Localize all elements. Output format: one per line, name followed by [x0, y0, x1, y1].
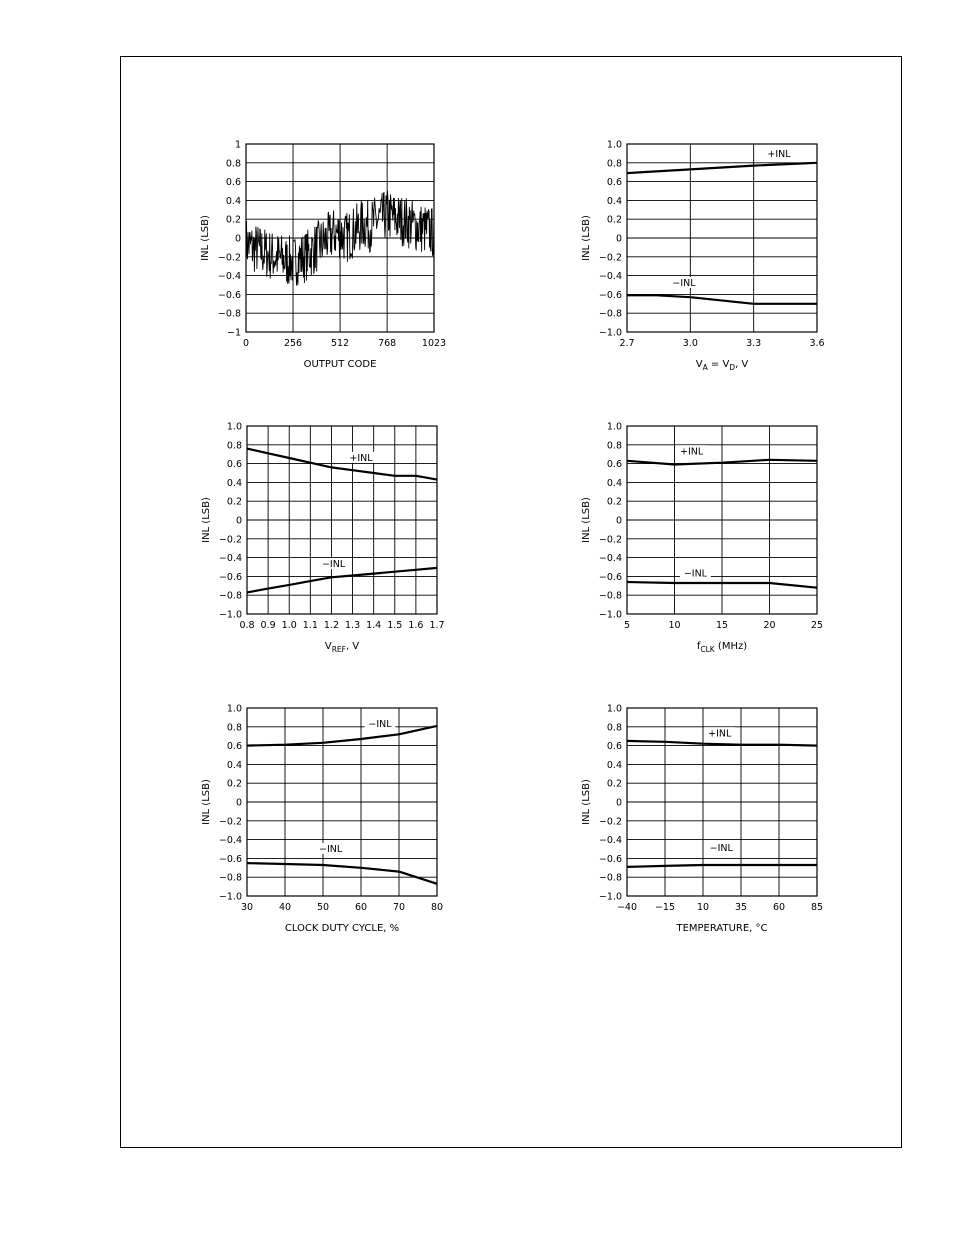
x-tick-label: 512 — [331, 338, 350, 349]
y-tick-label: 1.0 — [606, 421, 622, 433]
x-tick-label: 50 — [316, 902, 330, 913]
x-axis-label: TEMPERATURE, °C — [676, 923, 768, 934]
chart-inl-vs-temperature — [580, 700, 840, 945]
y-tick-label: 0.4 — [226, 759, 242, 771]
series-line — [627, 163, 817, 173]
y-tick-label: 0 — [615, 515, 622, 527]
y-tick-label: −0.6 — [598, 571, 622, 583]
y-tick-label: −1 — [226, 327, 241, 339]
x-tick-label: 768 — [378, 338, 397, 349]
y-tick-label: 0.2 — [226, 496, 242, 508]
y-tick-label: −0.2 — [598, 816, 622, 828]
x-tick-label: 0.9 — [260, 620, 276, 631]
x-axis-label: CLOCK DUTY CYCLE, % — [284, 923, 400, 934]
x-tick-label: 10 — [668, 620, 681, 631]
series-line — [627, 295, 817, 304]
series-line — [247, 863, 437, 884]
series-annotation: +INL — [767, 149, 791, 161]
x-tick-label: 1.4 — [366, 620, 382, 631]
y-tick-label: −0.4 — [218, 553, 242, 565]
y-tick-label: 0 — [615, 233, 622, 245]
y-tick-label: −0.2 — [217, 252, 241, 264]
series-annotation: +INL — [708, 728, 732, 740]
y-tick-label: 0.2 — [606, 778, 622, 790]
y-tick-label: 0 — [235, 797, 242, 809]
series-annotation: −INL — [321, 559, 346, 571]
y-tick-label: 1.0 — [606, 703, 622, 715]
y-tick-label: 0.4 — [606, 195, 622, 207]
y-tick-label: 0.2 — [226, 778, 242, 790]
y-tick-label: 0.6 — [606, 459, 622, 471]
y-tick-label: 0.2 — [225, 214, 241, 226]
y-tick-label: 0.6 — [225, 177, 241, 189]
series-line — [247, 449, 437, 480]
y-tick-label: −0.2 — [218, 534, 242, 546]
y-tick-label: 0.4 — [606, 477, 622, 489]
x-tick-label: 1023 — [421, 338, 447, 349]
y-tick-label: −0.2 — [598, 252, 622, 264]
chart-inl-vs-fclk — [580, 418, 840, 663]
series-annotation: −INL — [319, 843, 343, 855]
x-tick-label: 80 — [430, 902, 444, 913]
y-axis-label: INL (LSB) — [581, 215, 592, 261]
y-tick-label: 0.8 — [606, 440, 622, 452]
y-tick-label: −1.0 — [218, 891, 242, 903]
series-annotation: +INL — [680, 446, 704, 458]
y-tick-label: −0.6 — [218, 571, 242, 583]
y-tick-label: 0.2 — [606, 496, 622, 508]
y-axis-label: INL (LSB) — [201, 497, 212, 543]
x-tick-label: 3.0 — [682, 338, 698, 349]
y-tick-label: −1.0 — [598, 327, 622, 339]
series-annotation: −INL — [672, 278, 696, 289]
y-tick-label: 0.8 — [606, 158, 622, 170]
y-tick-label: 0.2 — [606, 214, 622, 226]
y-tick-label: −0.4 — [598, 271, 622, 283]
x-tick-label: 256 — [283, 338, 303, 349]
x-tick-label: 1.7 — [429, 620, 445, 631]
y-tick-label: 0.4 — [226, 477, 242, 489]
y-axis-label: INL (LSB) — [581, 779, 592, 825]
x-tick-label: 3.3 — [746, 338, 762, 349]
y-tick-label: −0.4 — [217, 271, 241, 283]
y-tick-label: −0.2 — [218, 816, 242, 828]
x-axis-label: $f_{CLK}$ (MHz) — [696, 641, 748, 654]
y-tick-label: −0.8 — [598, 872, 622, 884]
chart-inl-vs-supply-voltage — [580, 136, 840, 381]
chart-inl-vs-duty-cycle — [200, 700, 460, 945]
y-tick-label: 0.6 — [226, 741, 242, 753]
series-line — [627, 741, 817, 746]
x-tick-label: 1.3 — [345, 620, 361, 631]
y-tick-label: −0.8 — [217, 308, 241, 320]
x-axis-label: $V_A = V_D$, V — [695, 359, 749, 372]
x-tick-label: 20 — [763, 620, 776, 631]
y-tick-label: 0.6 — [226, 459, 242, 471]
x-tick-label: 30 — [240, 902, 254, 913]
y-tick-label: 0 — [234, 233, 241, 245]
y-axis-label: INL (LSB) — [581, 497, 592, 543]
y-tick-label: 0 — [235, 515, 242, 527]
x-tick-label: 1.0 — [281, 620, 297, 631]
y-tick-label: 0.8 — [606, 722, 622, 734]
y-tick-label: −1.0 — [598, 609, 622, 621]
y-axis-label: INL (LSB) — [200, 215, 211, 261]
y-tick-label: −0.6 — [598, 289, 622, 301]
y-tick-label: −0.6 — [217, 289, 241, 301]
x-tick-label: 25 — [810, 620, 824, 631]
y-tick-label: −0.6 — [218, 853, 242, 865]
y-tick-label: −1.0 — [598, 891, 622, 903]
x-tick-label: 60 — [354, 902, 368, 913]
x-tick-label: 85 — [810, 902, 824, 913]
y-tick-label: −0.8 — [598, 308, 622, 320]
series-line — [247, 568, 437, 593]
x-tick-label: 35 — [734, 902, 748, 913]
y-tick-label: 1.0 — [606, 139, 622, 151]
y-tick-label: −0.8 — [218, 872, 242, 884]
y-tick-label: 0.4 — [606, 759, 622, 771]
y-axis-label: INL (LSB) — [201, 779, 212, 825]
chart-inl-vs-output-code — [200, 136, 460, 381]
x-tick-label: 40 — [278, 902, 292, 913]
x-axis-label: OUTPUT CODE — [303, 359, 377, 370]
y-tick-label: 0.8 — [226, 440, 242, 452]
grid — [247, 708, 437, 896]
x-tick-label: −40 — [616, 902, 638, 913]
x-tick-label: 0.8 — [239, 620, 255, 631]
x-axis-label: $V_{REF}$, V — [324, 641, 360, 654]
x-tick-label: 3.6 — [809, 338, 825, 349]
series-annotation: +INL — [349, 452, 373, 464]
y-tick-label: 0.4 — [225, 195, 241, 207]
y-tick-label: −0.8 — [598, 590, 622, 602]
x-tick-label: 0 — [242, 338, 250, 349]
x-tick-label: 60 — [772, 902, 786, 913]
series-annotation: −INL — [709, 842, 733, 854]
chart-inl-vs-vref — [200, 418, 460, 663]
y-tick-label: 0.8 — [225, 158, 241, 170]
y-tick-label: 1.0 — [226, 703, 242, 715]
x-tick-label: 15 — [715, 620, 729, 631]
series-line — [627, 865, 817, 867]
x-tick-label: −15 — [654, 902, 676, 913]
x-tick-label: 70 — [392, 902, 406, 913]
y-tick-label: 0.8 — [226, 722, 242, 734]
x-tick-label: 5 — [623, 620, 631, 631]
x-tick-label: 1.2 — [323, 620, 339, 631]
x-tick-label: 1.6 — [408, 620, 424, 631]
series-annotation: −INL — [368, 718, 392, 730]
y-tick-label: 1 — [234, 139, 241, 151]
y-tick-label: 0.6 — [606, 741, 622, 753]
series-annotation: −INL — [683, 568, 707, 580]
y-tick-label: −0.4 — [218, 835, 242, 847]
x-tick-label: 1.5 — [387, 620, 403, 631]
y-tick-label: −0.2 — [598, 534, 622, 546]
y-tick-label: −0.8 — [218, 590, 242, 602]
x-tick-label: 2.7 — [619, 338, 635, 349]
series-line — [247, 726, 437, 746]
x-tick-label: 10 — [696, 902, 710, 913]
y-tick-label: 1.0 — [226, 421, 242, 433]
y-tick-label: −0.4 — [598, 835, 622, 847]
y-tick-label: −0.4 — [598, 553, 622, 565]
y-tick-label: 0 — [615, 797, 622, 809]
y-tick-label: −1.0 — [218, 609, 242, 621]
y-tick-label: 0.6 — [606, 177, 622, 189]
y-tick-label: −0.6 — [598, 853, 622, 865]
x-tick-label: 1.1 — [302, 620, 318, 631]
